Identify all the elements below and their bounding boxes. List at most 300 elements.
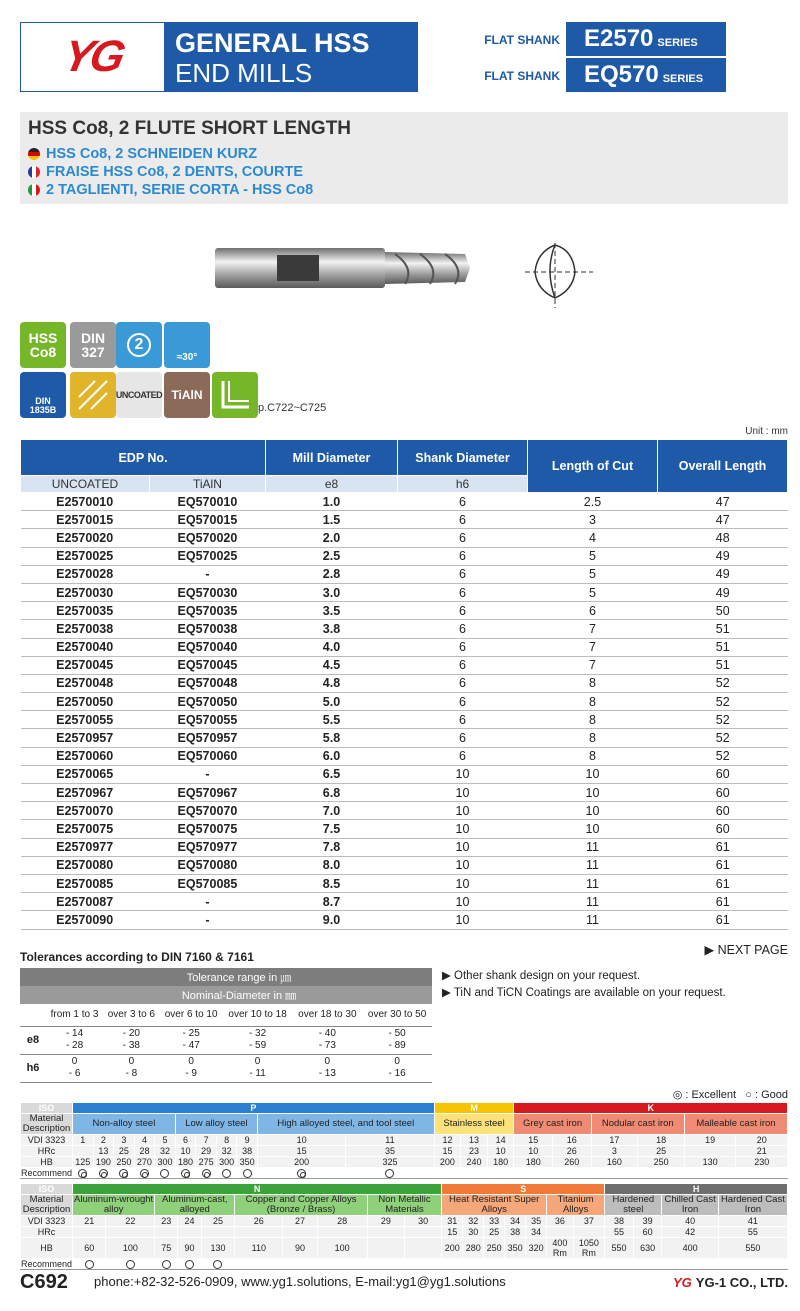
length-of-cut-cell: 11 <box>528 893 658 911</box>
edp-tialn-cell: - <box>149 765 265 783</box>
tolerance-lower: - 38 <box>122 1040 140 1051</box>
edp-header: EDP No. <box>21 440 266 476</box>
hb-cell: 180 <box>514 1157 553 1168</box>
recommend-cell <box>547 1259 574 1270</box>
uncoated-icon <box>116 372 162 418</box>
header-title-line1: GENERAL HSS <box>175 28 370 58</box>
edp-tialn-cell: EQ570020 <box>149 529 265 547</box>
tolerance-cell <box>103 1026 159 1054</box>
overall-length-cell: 49 <box>658 583 788 601</box>
vdi-cell: 8 <box>216 1135 237 1146</box>
vdi-cell: 27 <box>283 1216 317 1227</box>
title-italian-text: 2 TAGLIENTI, SERIE CORTA - HSS Co8 <box>46 182 314 198</box>
mill-diameter-cell: 6.0 <box>266 747 398 765</box>
recommend-cell <box>434 1168 461 1179</box>
din-label: DIN <box>80 330 106 346</box>
mill-diameter-cell: 1.0 <box>266 493 398 511</box>
row-label-iso: ISO <box>21 1184 73 1195</box>
material-description-cell: Aluminum-cast, alloyed <box>155 1195 235 1216</box>
mill-diameter-cell: 9.0 <box>266 911 398 929</box>
overall-length-header: Overall Length <box>658 440 788 493</box>
hrc-cell: 55 <box>605 1227 634 1238</box>
series-code-box <box>566 22 726 56</box>
tolerance-cell <box>46 1026 103 1054</box>
excellent-icon <box>78 1169 87 1178</box>
edp-uncoated-cell: E2570048 <box>21 674 150 692</box>
legend-excellent: ◎ : Excellent <box>672 1089 737 1101</box>
table-row <box>21 583 788 601</box>
hb-cell: 350 <box>505 1238 526 1259</box>
shank-diameter-cell: 6 <box>398 602 528 620</box>
mill-diameter-cell: 8.5 <box>266 874 398 892</box>
edp-uncoated-cell: E2570025 <box>21 547 150 565</box>
two-flute-icon <box>116 322 162 368</box>
header-banner <box>20 22 418 92</box>
material-description-cell: Non Metallic Materials <box>367 1195 442 1216</box>
excellent-icon <box>140 1169 149 1178</box>
recommend-cell <box>73 1168 94 1179</box>
good-icon <box>85 1260 94 1269</box>
row-label-desc: Material Description <box>21 1114 73 1135</box>
tolerance-row <box>20 1026 432 1054</box>
shank-diameter-cell: 10 <box>398 820 528 838</box>
length-of-cut-cell: 11 <box>528 856 658 874</box>
overall-length-cell: 52 <box>658 711 788 729</box>
cross-section-icon <box>525 240 593 308</box>
edp-uncoated-cell: E2570065 <box>21 765 150 783</box>
good-icon <box>213 1260 222 1269</box>
edp-tialn-cell: EQ570957 <box>149 729 265 747</box>
recommend-cell <box>196 1168 217 1179</box>
edp-uncoated-cell: E2570010 <box>21 493 150 511</box>
tolerance-upper: - 14 <box>65 1028 84 1039</box>
hb-cell: 320 <box>526 1238 547 1259</box>
tolerance-lower: - 28 <box>65 1040 84 1051</box>
hrc-cell <box>235 1227 283 1238</box>
overall-length-cell: 48 <box>658 529 788 547</box>
vdi-row <box>21 1216 788 1227</box>
hb-row <box>21 1238 788 1259</box>
table-row <box>21 674 788 692</box>
recommend-cell <box>346 1168 434 1179</box>
hb-cell: 160 <box>591 1157 638 1168</box>
material-description-cell: Nodular cast iron <box>591 1114 684 1135</box>
tolerance-lower: - 9 <box>185 1068 197 1079</box>
hb-cell: 110 <box>235 1238 283 1259</box>
mill-diameter-cell: 3.5 <box>266 602 398 620</box>
hb-cell: 130 <box>201 1238 235 1259</box>
hrc-cell: 25 <box>114 1146 135 1157</box>
mill-diameter-cell: 1.5 <box>266 511 398 529</box>
mill-diameter-cell: 4.0 <box>266 638 398 656</box>
mill-tolerance-subheader: e8 <box>266 476 398 493</box>
hb-cell: 280 <box>463 1238 484 1259</box>
hb-cell: 325 <box>346 1157 434 1168</box>
tolerance-table <box>20 968 432 1083</box>
iso-group-cell: N <box>73 1184 442 1195</box>
hrc-cell: 10 <box>514 1146 553 1157</box>
edp-tialn-cell: EQ570015 <box>149 511 265 529</box>
vdi-cell: 6 <box>175 1135 196 1146</box>
vdi-cell: 23 <box>155 1216 178 1227</box>
mill-diameter-cell: 7.0 <box>266 802 398 820</box>
edp-tialn-cell: - <box>149 893 265 911</box>
hrc-cell: 30 <box>463 1227 484 1238</box>
table-row <box>21 547 788 565</box>
table-row <box>21 729 788 747</box>
hrc-cell: 15 <box>442 1227 463 1238</box>
hb-cell: 400 <box>662 1238 718 1259</box>
length-of-cut-cell: 7 <box>528 638 658 656</box>
hrc-cell <box>155 1227 178 1238</box>
shank-diameter-cell: 10 <box>398 911 528 929</box>
title-french-text: FRAISE HSS Co8, 2 DENTS, COURTE <box>46 164 304 180</box>
length-of-cut-cell: 8 <box>528 674 658 692</box>
hb-cell: 260 <box>553 1157 592 1168</box>
hrc-cell <box>106 1227 155 1238</box>
tolerance-cell <box>103 1054 159 1082</box>
recommend-cell <box>73 1259 106 1270</box>
edp-tialn-cell: EQ570075 <box>149 820 265 838</box>
tolerance-lower: - 11 <box>249 1068 266 1079</box>
hrc-cell <box>684 1146 735 1157</box>
vdi-cell: 28 <box>317 1216 367 1227</box>
recommend-cell <box>237 1168 258 1179</box>
hrc-cell: 15 <box>434 1146 461 1157</box>
material-table-2 <box>20 1183 788 1270</box>
edp-uncoated-cell: E2570055 <box>21 711 150 729</box>
hrc-cell <box>547 1227 574 1238</box>
recommend-cell <box>134 1168 155 1179</box>
tolerance-cell <box>362 1054 432 1082</box>
hrc-cell: 55 <box>718 1227 787 1238</box>
series-code-box <box>566 58 726 92</box>
mill-diameter-cell: 8.0 <box>266 856 398 874</box>
tolerance-class: e8 <box>20 1026 46 1054</box>
recommend-cell <box>114 1168 135 1179</box>
vdi-cell: 3 <box>114 1135 135 1146</box>
row-label-hrc: HRc <box>21 1227 73 1238</box>
recommend-cell <box>404 1259 441 1270</box>
tolerance-cell <box>362 1026 432 1054</box>
shank-diameter-cell: 6 <box>398 565 528 583</box>
iso-group-cell: S <box>442 1184 605 1195</box>
series-code: EQ570 <box>584 61 659 88</box>
mill-diameter-cell: 3.8 <box>266 620 398 638</box>
overall-length-cell: 60 <box>658 802 788 820</box>
edp-tialn-cell: EQ570030 <box>149 583 265 601</box>
recommend-cell <box>93 1168 114 1179</box>
recommend-cell <box>463 1259 484 1270</box>
edp-tialn-cell: - <box>149 911 265 929</box>
hb-cell: 200 <box>257 1157 345 1168</box>
tolerance-upper: - 50 <box>388 1028 406 1039</box>
note-coatings: ▶ TiN and TiCN Coatings are available on your request. <box>442 987 726 999</box>
row-label-vdi: VDI 3323 <box>21 1135 73 1146</box>
hrc-cell <box>404 1227 441 1238</box>
tolerance-cell <box>292 1026 362 1054</box>
hb-cell <box>367 1238 404 1259</box>
tolerance-column-header: over 10 to 18 <box>223 1004 293 1026</box>
hrc-cell: 3 <box>591 1146 638 1157</box>
tolerance-range-label: Tolerance range in ㎛ <box>46 968 432 986</box>
length-of-cut-cell: 6 <box>528 602 658 620</box>
mill-diameter-cell: 2.0 <box>266 529 398 547</box>
table-row <box>21 747 788 765</box>
table-row <box>21 529 788 547</box>
table-row <box>21 802 788 820</box>
overall-length-cell: 52 <box>658 729 788 747</box>
hrc-cell <box>317 1227 367 1238</box>
unit-label: Unit : mm <box>745 426 788 437</box>
next-page-label: ▶ NEXT PAGE <box>704 943 788 957</box>
length-of-cut-cell: 7 <box>528 620 658 638</box>
hb-cell: 90 <box>178 1238 201 1259</box>
recommend-cell <box>367 1259 404 1270</box>
hrc-cell <box>573 1227 605 1238</box>
hb-row <box>21 1157 788 1168</box>
good-icon <box>222 1169 231 1178</box>
vdi-cell: 4 <box>134 1135 155 1146</box>
hb-cell: 250 <box>484 1238 505 1259</box>
tolerance-column-header: over 6 to 10 <box>160 1004 223 1026</box>
overall-length-cell: 49 <box>658 547 788 565</box>
tolerance-lower: - 73 <box>318 1040 336 1051</box>
shank-diameter-cell: 6 <box>398 656 528 674</box>
recommend-cell <box>526 1259 547 1270</box>
table-row <box>21 911 788 929</box>
hb-cell: 250 <box>114 1157 135 1168</box>
good-icon <box>126 1260 135 1269</box>
hrc-cell: 21 <box>736 1146 788 1157</box>
vdi-cell: 15 <box>514 1135 553 1146</box>
vdi-cell: 38 <box>605 1216 634 1227</box>
length-of-cut-cell: 2.5 <box>528 493 658 511</box>
hb-cell: 300 <box>216 1157 237 1168</box>
length-of-cut-cell: 8 <box>528 711 658 729</box>
tolerance-title: Tolerances according to DIN 7160 & 7161 <box>20 950 254 964</box>
row-label-iso: ISO <box>21 1103 73 1114</box>
hrc-cell: 26 <box>553 1146 592 1157</box>
product-table <box>20 439 788 930</box>
german-flag-icon <box>28 148 40 160</box>
table-row <box>21 656 788 674</box>
overall-length-cell: 60 <box>658 765 788 783</box>
hrc-cell: 25 <box>484 1227 505 1238</box>
helix-angle-icon <box>164 322 210 368</box>
mill-diameter-cell: 7.8 <box>266 838 398 856</box>
description-row <box>21 1195 788 1216</box>
hrc-row <box>21 1227 788 1238</box>
italian-flag-icon <box>28 184 40 196</box>
shank-diameter-cell: 6 <box>398 729 528 747</box>
tolerance-column-header: over 18 to 30 <box>292 1004 362 1026</box>
mill-diameter-cell: 7.5 <box>266 820 398 838</box>
table-row <box>21 602 788 620</box>
hrc-cell: 42 <box>662 1227 718 1238</box>
hb-cell: 550 <box>718 1238 787 1259</box>
vdi-cell: 26 <box>235 1216 283 1227</box>
length-of-cut-cell: 11 <box>528 911 658 929</box>
edp-tialn-cell: EQ570060 <box>149 747 265 765</box>
description-row <box>21 1114 788 1135</box>
edp-tialn-cell: EQ570025 <box>149 547 265 565</box>
tolerance-upper: - 40 <box>318 1028 336 1039</box>
hrc-cell: 38 <box>237 1146 258 1157</box>
hrc-cell <box>178 1227 201 1238</box>
tolerance-cell <box>160 1026 223 1054</box>
overall-length-cell: 60 <box>658 820 788 838</box>
edp-uncoated-cell: E2570967 <box>21 784 150 802</box>
hb-cell: 275 <box>196 1157 217 1168</box>
overall-length-cell: 61 <box>658 838 788 856</box>
hss-label: HSS <box>28 330 58 346</box>
recommend-cell <box>106 1259 155 1270</box>
recommend-cell <box>257 1168 345 1179</box>
recommend-cell <box>317 1259 367 1270</box>
edp-tialn-cell: EQ570035 <box>149 602 265 620</box>
edp-uncoated-cell: E2570020 <box>21 529 150 547</box>
shank-diameter-cell: 6 <box>398 493 528 511</box>
shank-din-label: DIN <box>35 396 51 406</box>
recommend-cell <box>591 1168 638 1179</box>
hrc-cell: 32 <box>155 1146 176 1157</box>
vdi-cell: 31 <box>442 1216 463 1227</box>
table-row <box>21 820 788 838</box>
page-number: C692 <box>20 1271 68 1293</box>
shank-diameter-cell: 10 <box>398 856 528 874</box>
edp-uncoated-cell: E2570035 <box>21 602 150 620</box>
vdi-cell: 29 <box>367 1216 404 1227</box>
recommend-legend <box>673 1088 788 1101</box>
edp-tialn-cell: EQ570048 <box>149 674 265 692</box>
notes <box>442 968 726 1002</box>
edp-tialn-cell: EQ570040 <box>149 638 265 656</box>
hrc-cell <box>283 1227 317 1238</box>
recommend-cell <box>605 1259 634 1270</box>
length-of-cut-cell: 11 <box>528 874 658 892</box>
uncoated-label: UNCOATED <box>115 389 163 400</box>
material-description-cell: Hardened Cast Iron <box>718 1195 787 1216</box>
vdi-cell: 33 <box>484 1216 505 1227</box>
edp-uncoated-cell: E2570075 <box>21 820 150 838</box>
din-number: 327 <box>81 344 105 360</box>
co8-label: Co8 <box>29 344 57 360</box>
length-of-cut-header: Length of Cut <box>528 440 658 493</box>
material-description-cell: Non-alloy steel <box>73 1114 176 1135</box>
length-of-cut-cell: 10 <box>528 765 658 783</box>
overall-length-cell: 61 <box>658 911 788 929</box>
footer-brand <box>673 1275 788 1290</box>
overall-length-cell: 50 <box>658 602 788 620</box>
iso-group-cell: P <box>73 1103 435 1114</box>
mill-diameter-cell: 5.0 <box>266 693 398 711</box>
material-description-cell: Stainless steel <box>434 1114 514 1135</box>
tolerance-upper: 0 <box>324 1056 331 1067</box>
length-of-cut-cell: 5 <box>528 547 658 565</box>
hb-cell: 100 <box>317 1238 367 1259</box>
edp-tialn-cell: - <box>149 565 265 583</box>
tolerance-lower: - 16 <box>388 1068 406 1079</box>
shank-diameter-cell: 10 <box>398 802 528 820</box>
product-title-bar <box>20 112 788 204</box>
recommend-cell <box>216 1168 237 1179</box>
end-mill-drawing <box>215 240 595 310</box>
tolerance-upper: 0 <box>71 1056 78 1067</box>
edp-uncoated-cell: E2570045 <box>21 656 150 674</box>
vdi-cell: 36 <box>547 1216 574 1227</box>
edp-tialn-cell: EQ570085 <box>149 874 265 892</box>
recommend-cell <box>235 1259 283 1270</box>
vdi-cell: 25 <box>201 1216 235 1227</box>
mill-diameter-cell: 4.8 <box>266 674 398 692</box>
vdi-cell: 9 <box>237 1135 258 1146</box>
header-title-line2: END MILLS <box>175 58 313 88</box>
yg-logo <box>20 22 165 92</box>
edp-uncoated-cell: E2570050 <box>21 693 150 711</box>
footer <box>20 1270 788 1296</box>
company-name: YG-1 CO., LTD. <box>695 1275 788 1290</box>
shank-diameter-cell: 10 <box>398 874 528 892</box>
row-label-hb: HB <box>21 1238 73 1259</box>
hrc-row <box>21 1146 788 1157</box>
shank-diameter-cell: 6 <box>398 711 528 729</box>
edp-tialn-cell: EQ570038 <box>149 620 265 638</box>
mill-diameter-header: Mill Diameter <box>266 440 398 476</box>
recommend-cell <box>662 1259 718 1270</box>
recommend-row <box>21 1259 788 1270</box>
iso-group-cell: H <box>605 1184 788 1195</box>
length-of-cut-cell: 11 <box>528 838 658 856</box>
edp-uncoated-cell: E2570085 <box>21 874 150 892</box>
edp-uncoated-cell: E2570015 <box>21 511 150 529</box>
shank-diameter-cell: 6 <box>398 547 528 565</box>
material-description-cell: Low alloy steel <box>175 1114 257 1135</box>
hb-cell: 190 <box>93 1157 114 1168</box>
edp-tialn-cell: EQ570055 <box>149 711 265 729</box>
edp-uncoated-cell: E2570038 <box>21 620 150 638</box>
edp-uncoated-cell: E2570957 <box>21 729 150 747</box>
shank-diameter-cell: 6 <box>398 693 528 711</box>
hb-cell: 300 <box>155 1157 176 1168</box>
series-e2570 <box>448 22 788 56</box>
shank-diameter-cell: 6 <box>398 529 528 547</box>
table-row <box>21 893 788 911</box>
table-row <box>21 638 788 656</box>
vdi-cell: 34 <box>505 1216 526 1227</box>
shank-diameter-header: Shank Diameter <box>398 440 528 476</box>
recommend-row <box>21 1168 788 1179</box>
hb-cell: 90 <box>283 1238 317 1259</box>
mill-diameter-cell: 6.8 <box>266 784 398 802</box>
table-row <box>21 511 788 529</box>
shank-diameter-cell: 6 <box>398 674 528 692</box>
shank-din-number: 1835B <box>29 405 57 415</box>
tolerance-row <box>20 1054 432 1082</box>
vdi-cell: 19 <box>684 1135 735 1146</box>
material-description-cell: Copper and Copper Alloys (Bronze / Brass) <box>235 1195 367 1216</box>
recommend-cell <box>484 1259 505 1270</box>
shank-tolerance-subheader: h6 <box>398 476 528 493</box>
tolerance-lower: - 59 <box>248 1040 267 1051</box>
row-label-desc: Material Description <box>21 1195 73 1216</box>
tolerance-upper: 0 <box>128 1056 135 1067</box>
hb-cell: 250 <box>638 1157 685 1168</box>
edp-tialn-cell: EQ570010 <box>149 493 265 511</box>
hrc-cell <box>201 1227 235 1238</box>
vdi-cell: 39 <box>633 1216 662 1227</box>
vdi-cell: 41 <box>718 1216 787 1227</box>
